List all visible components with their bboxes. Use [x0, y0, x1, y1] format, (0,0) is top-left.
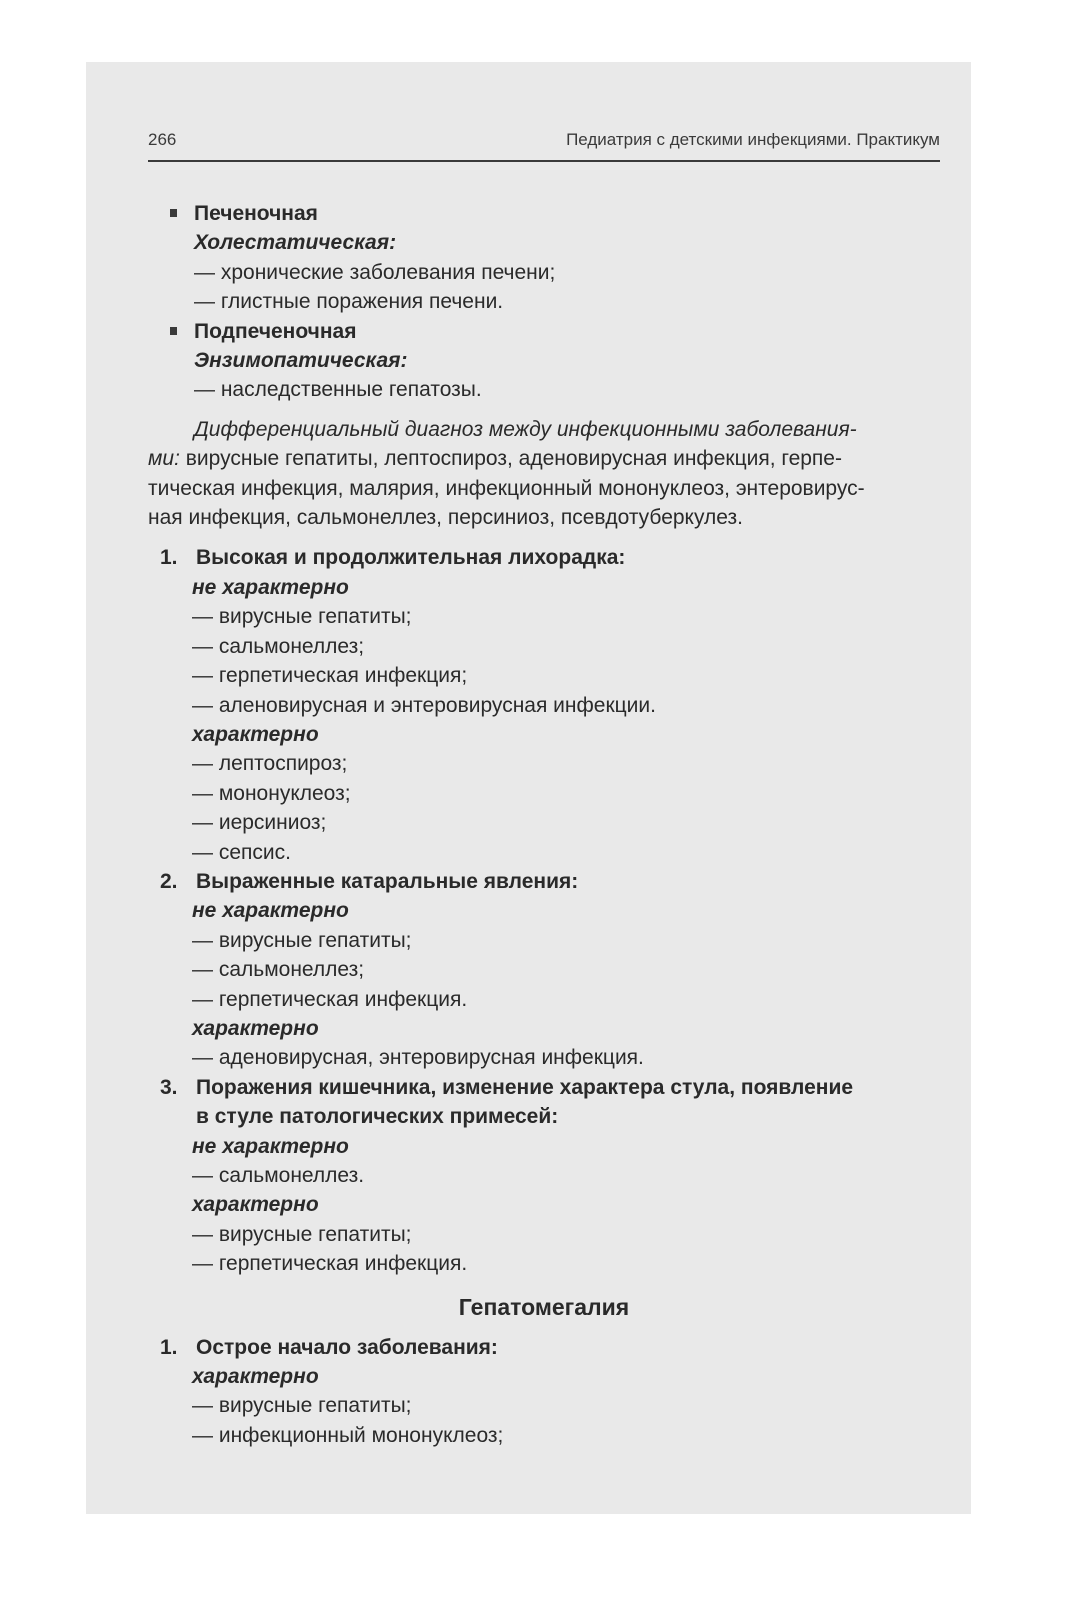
- page-number: 266: [148, 130, 177, 149]
- item-number: 1.: [160, 1335, 178, 1359]
- list-line: — вирусные гепатиты;: [192, 1222, 412, 1246]
- list-heading: [148, 543, 940, 572]
- running-header: [148, 128, 940, 162]
- list-line: — герпетическая инфекция.: [192, 987, 468, 1011]
- list-line: — иерсиниоз;: [192, 811, 327, 835]
- typical-label: характерно: [192, 1365, 319, 1389]
- running-title: Педиатрия с детскими инфекциями. Практикум: [566, 130, 940, 149]
- typical-label: характерно: [192, 1193, 319, 1217]
- typical-label: характерно: [192, 722, 319, 746]
- square-bullet-icon: [170, 209, 177, 217]
- list-line: — вирусные гепатиты;: [192, 928, 412, 952]
- list-line: — мононуклеоз;: [192, 781, 351, 805]
- paragraph-text: тическая инфекция, малярия, инфекционный мононуклеоз, энтеровирус-: [148, 476, 865, 500]
- item-title: Выраженные катаральные явления:: [196, 869, 579, 893]
- not-typical-label: не характерно: [192, 1134, 349, 1158]
- list-line: — аленовирусная и энтеровирусная инфекции.: [192, 693, 656, 717]
- list-line: — лептоспироз;: [192, 752, 348, 776]
- not-typical-label: не характерно: [192, 575, 349, 599]
- jaundice-types: [148, 199, 940, 405]
- item-number: 3.: [160, 1075, 178, 1099]
- list-heading: [148, 1333, 940, 1362]
- book-page: [148, 128, 940, 1450]
- list-line: — инфекционный мононуклеоз;: [192, 1423, 504, 1447]
- paragraph-lead-end: ми:: [148, 447, 180, 471]
- list-line: — аденовирусная, энтеровирусная инфекция.: [192, 1046, 644, 1070]
- item-number: 1.: [160, 546, 178, 570]
- list-line: — сепсис.: [192, 840, 291, 864]
- item-title: Острое начало заболевания:: [196, 1335, 498, 1359]
- list-line: — хронические заболевания печени;: [194, 260, 556, 284]
- bullet-item: [148, 199, 940, 228]
- bullet-item: [148, 317, 940, 346]
- list-line: — вирусные гепатиты;: [192, 1394, 412, 1418]
- list-line: — сальмонеллез;: [192, 634, 365, 658]
- subtype-label: Энзимопатическая:: [194, 349, 408, 373]
- bullet-label: Подпеченочная: [194, 319, 357, 343]
- item-title: Поражения кишечника, изменение характера стула, появление: [196, 1075, 854, 1099]
- square-bullet-icon: [170, 327, 177, 335]
- bullet-label: Печеночная: [194, 202, 318, 225]
- item-number: 2.: [160, 869, 178, 893]
- diff-diagnosis-paragraph: [148, 415, 940, 533]
- typical-label: характерно: [192, 1016, 319, 1040]
- paragraph-lead: Дифференциальный диагноз между инфекционными заболевания-: [194, 417, 857, 441]
- item-title: Высокая и продолжительная лихорадка:: [196, 546, 626, 570]
- list-line: — сальмонеллез.: [192, 1164, 365, 1187]
- list-heading: [148, 1073, 940, 1132]
- list-line: — наследственные гепатозы.: [194, 378, 482, 402]
- subtype-label: Холестатическая:: [194, 231, 397, 255]
- not-typical-label: не характерно: [192, 899, 349, 923]
- list-line: — герпетическая инфекция.: [192, 1252, 468, 1276]
- item-title: в стуле патологических примесей:: [196, 1105, 559, 1129]
- list-line: — герпетическая инфекция;: [192, 664, 468, 688]
- list-heading: [148, 867, 940, 896]
- list-line: — глистные поражения печени.: [194, 290, 504, 314]
- list-line: — сальмонеллез;: [192, 958, 365, 982]
- paragraph-text: ная инфекция, сальмонеллез, персиниоз, псевдотуберкулез.: [148, 506, 743, 530]
- numbered-list: [148, 1333, 940, 1451]
- numbered-list: [148, 543, 940, 1278]
- list-line: — вирусные гепатиты;: [192, 605, 412, 629]
- section-heading: Гепатомегалия: [458, 1293, 630, 1320]
- paragraph-text: вирусные гепатиты, лептоспироз, аденовирусная инфекция, герпе-: [179, 447, 842, 471]
